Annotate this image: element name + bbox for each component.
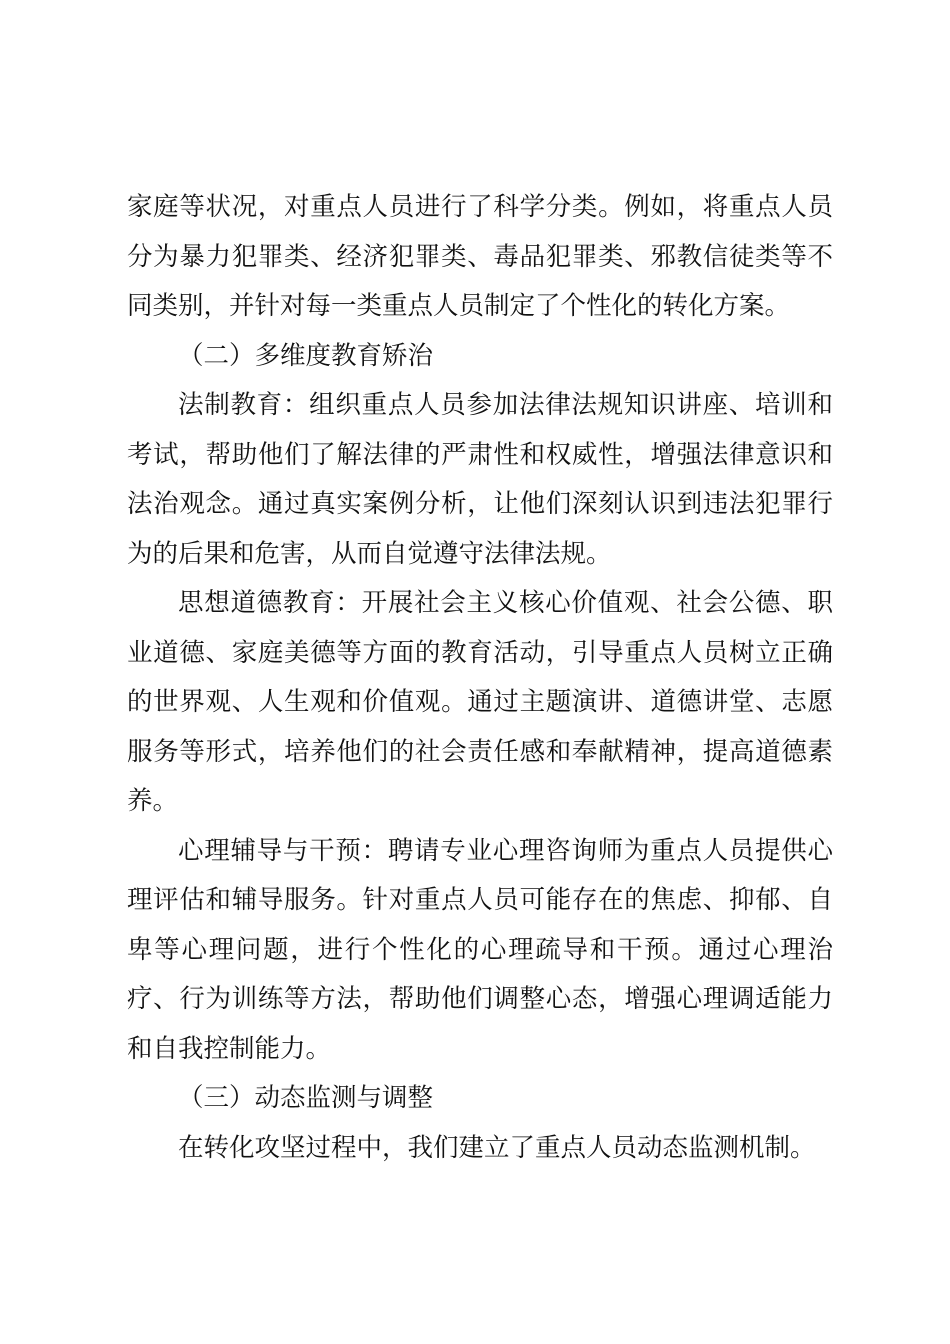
paragraph-moral-education: 思想道德教育：开展社会主义核心价值观、社会公德、职业道德、家庭美德等方面的教育活动，引导重点人员树立正确的世界观、人生观和价值观。通过主题演讲、道德讲堂、志愿服务等形式，培养他们的社会责任感和奉献精神，提高道德素养。: [127, 588, 833, 816]
paragraph-psychological-counseling: 心理辅导与干预：聘请专业心理咨询师为重点人员提供心理评估和辅导服务。针对重点人员可能存在的焦虑、抑郁、自卑等心理问题，进行个性化的心理疏导和干预。通过心理治疗、行为训练等方法，帮助他们调整心态，增强心理调适能力和自我控制能力。: [127, 835, 833, 1064]
section-heading-monitoring: （三）动态监测与调整: [178, 1083, 434, 1113]
paragraph-monitoring-mechanism: 在转化攻坚过程中，我们建立了重点人员动态监测机制。: [178, 1132, 816, 1163]
paragraph-classification-continued: 家庭等状况，对重点人员进行了科学分类。例如，将重点人员分为暴力犯罪类、经济犯罪类、毒品犯罪类、邪教信徒类等不同类别，并针对每一类重点人员制定了个性化的转化方案。: [127, 192, 833, 321]
paragraph-legal-education: 法制教育：组织重点人员参加法律法规知识讲座、培训和考试，帮助他们了解法律的严肃性和权威性，增强法律意识和法治观念。通过真实案例分析，让他们深刻认识到违法犯罪行为的后果和危害，从而自觉遵守法律法规。: [127, 390, 833, 569]
section-heading-education: （二）多维度教育矫治: [178, 340, 434, 371]
document-body: [127, 183, 833, 1173]
